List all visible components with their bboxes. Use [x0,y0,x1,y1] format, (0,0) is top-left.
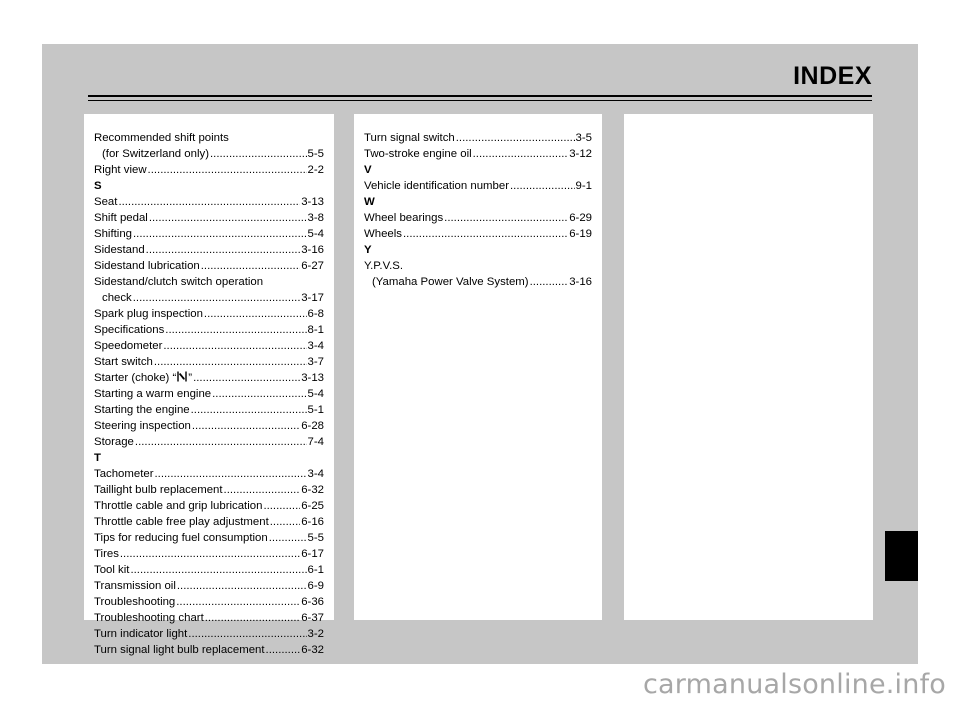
index-column-3 [624,114,873,620]
index-entry: Turn signal switch ..... 3-5 [364,130,592,146]
index-entry: Vehicle identification number ..... 9-1 [364,178,592,194]
index-entry: Shift pedal ..... 3-8 [94,210,324,226]
index-entry: Tool kit ..... 6-1 [94,562,324,578]
index-entry: Troubleshooting ..... 6-36 [94,594,324,610]
index-entry: Shifting ..... 5-4 [94,226,324,242]
index-entry: Throttle cable and grip lubrication ..... 6-25 [94,498,324,514]
index-entry: check ..... 3-17 [94,290,324,306]
index-entry: Starting the engine ..... 5-1 [94,402,324,418]
index-entry-heading: Recommended shift points [94,132,229,144]
index-entry: Seat ..... 3-13 [94,194,324,210]
index-column-2 [354,114,602,620]
index-entry: Tires ..... 6-17 [94,546,324,562]
chapter-tab [885,531,918,581]
index-entry: Right view ..... 2-2 [94,162,324,178]
title-rule-thin [88,100,872,101]
index-entry: Transmission oil ..... 6-9 [94,578,324,594]
index-entry: Sidestand ..... 3-16 [94,242,324,258]
index-entry: Throttle cable free play adjustment ..... 6-16 [94,514,324,530]
index-entry: Turn signal light bulb replacement ..... 6-32 [94,642,324,658]
index-entry-heading: Y.P.V.S. [364,260,404,272]
index-entry: Spark plug inspection ..... 6-8 [94,306,324,322]
section-letter: Y [364,244,372,256]
page-title: INDEX [793,62,872,90]
watermark: carmanualsonline.info [643,669,946,700]
index-entry: Start switch ..... 3-7 [94,354,324,370]
index-entry: Two-stroke engine oil ..... 3-12 [364,146,592,162]
index-column-1 [84,114,334,656]
section-letter: T [94,452,101,464]
index-entry: Taillight bulb replacement ..... 6-32 [94,482,324,498]
index-entry-heading: Sidestand/clutch switch operation [94,276,264,288]
index-entry: Wheels ..... 6-19 [364,226,592,242]
section-letter: V [364,164,372,176]
index-entry: Speedometer ..... 3-4 [94,338,324,354]
index-entry: Wheel bearings ..... 6-29 [364,210,592,226]
section-letter: S [94,180,102,192]
index-entry: (for Switzerland only) ..... 5-5 [94,146,324,162]
index-entry: Specifications ..... 8-1 [94,322,324,338]
index-entry: Tachometer ..... 3-4 [94,466,324,482]
index-entry: (Yamaha Power Valve System) ..... 3-16 [364,274,592,290]
index-page [42,44,918,664]
index-entry: Tips for reducing fuel consumption ..... 5-5 [94,530,324,546]
index-entry: Storage ..... 7-4 [94,434,324,450]
index-entry: Starting a warm engine ..... 5-4 [94,386,324,402]
section-letter: W [364,196,375,208]
index-entry: Steering inspection ..... 6-28 [94,418,324,434]
index-entry: Troubleshooting chart ..... 6-37 [94,610,324,626]
title-rule-thick [88,95,872,97]
index-entry: Turn indicator light ..... 3-2 [94,626,324,642]
choke-icon [177,371,187,382]
index-entry: Sidestand lubrication ..... 6-27 [94,258,324,274]
index-entry: Starter (choke) “ ” ..... 3-13 [94,370,324,386]
